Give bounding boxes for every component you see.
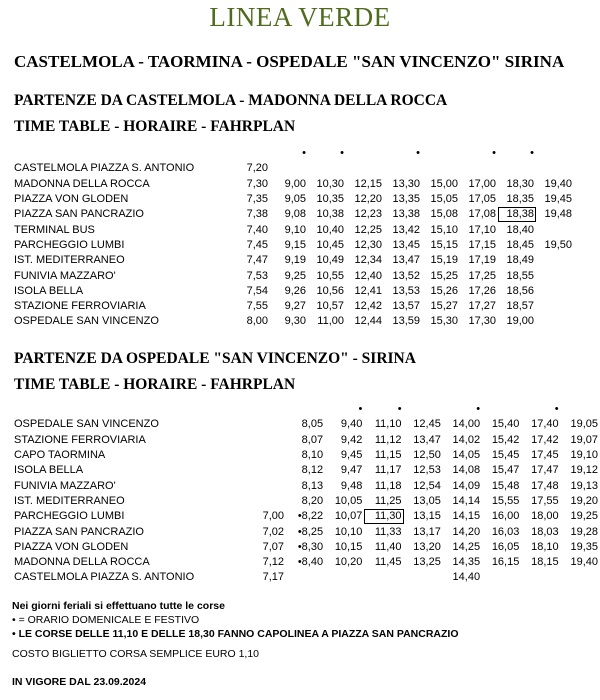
departure-time: 11,40: [374, 540, 402, 553]
departure-time: 11,00: [317, 315, 344, 328]
departure-time: 7,17: [262, 571, 284, 584]
stop-name: PIAZZA VON GLODEN: [14, 193, 129, 206]
departure-time: 15,05: [430, 193, 458, 206]
departure-time: 15,45: [491, 449, 520, 462]
departure-time: 9,00: [284, 177, 306, 190]
departure-time: 13,30: [392, 177, 420, 190]
departure-time: 7,30: [246, 177, 268, 190]
departure-time: 15,10: [430, 223, 458, 236]
section1-heading: PARTENZE DA CASTELMOLA - MADONNA DELLA ROCCA: [14, 92, 448, 109]
stop-name: STAZIONE FERROVIARIA: [14, 300, 146, 313]
departure-time: 9,25: [284, 269, 306, 282]
departure-time: 18,30: [506, 177, 534, 190]
departure-time: •8,22: [297, 510, 324, 523]
departure-time: 15,48: [491, 479, 520, 492]
departure-time: 9,08: [284, 208, 306, 221]
departure-time: 13,47: [392, 254, 420, 267]
departure-time: 18,56: [506, 284, 534, 297]
departure-time: 14,35: [452, 556, 481, 569]
departure-time: 11,10: [374, 418, 402, 431]
departure-time: 10,49: [316, 254, 344, 267]
departure-time: 9,15: [284, 238, 306, 251]
table-row: [12, 524, 600, 539]
departure-time: [536, 284, 574, 299]
departure-time: 19,25: [570, 510, 598, 523]
departure-time: 14,00: [452, 418, 481, 431]
departure-time: 17,15: [468, 238, 496, 251]
departure-time: 8,07: [301, 433, 324, 446]
departure-time: [384, 161, 422, 176]
departure-time: 19,48: [544, 208, 572, 221]
table-row: [12, 494, 600, 509]
departure-time: 13,45: [392, 238, 420, 251]
departure-time: 12,23: [354, 208, 382, 221]
departure-time: 17,19: [468, 254, 496, 267]
table-row: [12, 299, 574, 314]
departure-time: 9,05: [284, 193, 306, 206]
departure-time: 9,42: [340, 433, 363, 446]
departure-time: 10,07: [334, 510, 363, 523]
departure-time: 17,47: [531, 464, 559, 477]
departure-time: 10,05: [334, 494, 363, 507]
departure-time: 17,42: [531, 433, 559, 446]
sunday-marker: •: [530, 147, 534, 160]
table-row: [12, 570, 600, 585]
departure-time: [536, 268, 574, 283]
departure-time: 11,12: [374, 433, 402, 446]
departure-time: 7,38: [246, 208, 268, 221]
departure-time: •8,25: [297, 525, 324, 538]
departure-time: 17,40: [531, 418, 559, 431]
departure-time: 12,42: [354, 300, 382, 313]
table-row: [12, 540, 600, 555]
table-row: [12, 417, 600, 432]
sunday-marker-row: [12, 146, 574, 161]
section2-heading: PARTENZE DA OSPEDALE "SAN VINCENZO" - SIRINA: [14, 350, 416, 367]
departure-time: 12,34: [354, 254, 382, 267]
departure-time: 13,57: [392, 300, 420, 313]
stop-name: PIAZZA VON GLODEN: [14, 540, 129, 553]
departure-time: 17,10: [468, 223, 496, 236]
departure-time: 15,42: [491, 433, 520, 446]
departure-time: 17,05: [468, 193, 496, 206]
stop-name: PIAZZA SAN PANCRAZIO: [14, 208, 144, 221]
departure-time: 10,55: [316, 269, 344, 282]
departure-time: 12,40: [354, 269, 382, 282]
departure-time: 17,00: [468, 177, 496, 190]
departure-time: 7,00: [262, 510, 284, 523]
departure-time: 15,15: [430, 238, 458, 251]
stop-name: OSPEDALE SAN VINCENZO: [14, 315, 159, 328]
departure-time: 19,28: [570, 525, 598, 538]
departure-time: 17,45: [531, 449, 559, 462]
departure-time: 17,55: [531, 494, 559, 507]
departure-time: 19,05: [570, 418, 598, 431]
sunday-marker: •: [302, 147, 306, 160]
stop-name: OSPEDALE SAN VINCENZO: [14, 418, 159, 431]
sunday-marker: [404, 402, 443, 417]
departure-time: •8,30: [297, 540, 324, 553]
departure-time: 11,45: [374, 556, 402, 569]
stop-name: ISOLA BELLA: [14, 464, 84, 477]
stop-name: CASTELMOLA PIAZZA S. ANTONIO: [14, 162, 195, 175]
table-row: [12, 478, 600, 493]
departure-time: [308, 161, 346, 176]
departure-time: 11,30: [364, 509, 403, 524]
sunday-marker: [561, 402, 600, 417]
sunday-marker: •: [340, 147, 344, 160]
departure-time: 18,38: [498, 207, 536, 222]
departure-time: 19,12: [570, 464, 598, 477]
departure-time: [346, 161, 384, 176]
stop-name: MADONNA DELLA ROCCA: [14, 177, 150, 190]
departure-time: 9,40: [340, 418, 363, 431]
table-row: [12, 161, 574, 176]
departure-time: 8,20: [301, 494, 324, 507]
departure-time: 7,12: [262, 556, 284, 569]
departure-time: 9,10: [284, 223, 306, 236]
departure-time: 18,00: [531, 510, 559, 523]
sunday-marker: [422, 146, 460, 161]
departure-time: 18,45: [506, 238, 534, 251]
departure-time: 12,25: [354, 223, 382, 236]
departure-time: 15,19: [430, 254, 458, 267]
table-row: [12, 509, 600, 524]
departure-time: 13,53: [392, 284, 420, 297]
departure-time: 7,55: [246, 300, 268, 313]
timetable-castelmola: [12, 146, 574, 330]
table-row: [12, 238, 574, 253]
timetable-ospedale: [12, 402, 600, 586]
stop-name: ISOLA BELLA: [14, 284, 84, 297]
departure-time: [364, 570, 403, 585]
departure-time: 7,35: [246, 193, 268, 206]
table-row: [12, 314, 574, 329]
departure-time: 11,17: [374, 464, 402, 477]
departure-time: •8,40: [297, 556, 324, 569]
sunday-marker: •: [358, 403, 363, 416]
departure-time: 14,14: [452, 494, 481, 507]
empty-cell: [12, 402, 256, 417]
departure-time: [256, 417, 286, 432]
departure-time: 17,27: [468, 300, 496, 313]
departure-time: 19,13: [570, 479, 598, 492]
departure-time: 16,05: [491, 540, 520, 553]
departure-time: 12,50: [413, 449, 441, 462]
departure-time: 14,25: [452, 540, 481, 553]
departure-time: 10,56: [316, 284, 344, 297]
departure-time: [422, 161, 460, 176]
table-row: [12, 192, 574, 207]
departure-time: 18,03: [531, 525, 559, 538]
departure-time: 14,15: [452, 510, 481, 523]
departure-time: 17,08: [468, 208, 496, 221]
departure-time: 12,53: [413, 464, 441, 477]
table-row: [12, 433, 600, 448]
departure-time: 19,35: [570, 540, 598, 553]
departure-time: 15,47: [491, 464, 520, 477]
departure-time: 14,08: [452, 464, 481, 477]
departure-time: 10,30: [316, 177, 344, 190]
note-legend: • = ORARIO DOMENICALE E FESTIVO: [12, 614, 200, 626]
departure-time: 15,27: [430, 300, 458, 313]
sunday-marker: •: [492, 147, 496, 160]
departure-time: 12,20: [354, 193, 382, 206]
departure-time: 19,10: [570, 449, 598, 462]
departure-time: 18,55: [506, 269, 534, 282]
departure-time: 16,15: [491, 556, 520, 569]
departure-time: 7,54: [246, 284, 268, 297]
stop-name: CAPO TAORMINA: [14, 449, 106, 462]
departure-time: 8,00: [246, 315, 268, 328]
departure-time: [498, 161, 536, 176]
departure-time: 13,25: [413, 556, 441, 569]
departure-time: [561, 570, 600, 585]
departure-time: 7,07: [262, 540, 284, 553]
departure-time: 18,49: [506, 254, 534, 267]
departure-time: 12,45: [413, 418, 441, 431]
departure-time: 17,48: [531, 479, 559, 492]
departure-time: [256, 448, 286, 463]
departure-time: 7,47: [246, 254, 268, 267]
sunday-marker: [256, 402, 286, 417]
sunday-marker: [286, 402, 325, 417]
departure-time: 13,52: [392, 269, 420, 282]
stop-name: IST. MEDITERRANEO: [14, 494, 125, 507]
note-weekdays: Nei giorni feriali si effettuano tutte le corse: [12, 600, 225, 612]
departure-time: 14,09: [452, 479, 481, 492]
departure-time: 12,44: [354, 315, 382, 328]
stop-name: IST. MEDITERRANEO: [14, 254, 125, 267]
departure-time: 13,47: [413, 433, 441, 446]
stop-name: STAZIONE FERROVIARIA: [14, 433, 146, 446]
departure-time: 7,40: [246, 223, 268, 236]
departure-time: 7,45: [246, 238, 268, 251]
departure-time: 14,02: [452, 433, 481, 446]
sunday-marker: [346, 146, 384, 161]
section1-timetable-label: TIME TABLE - HORAIRE - FAHRPLAN: [14, 118, 296, 135]
departure-time: 7,20: [246, 162, 268, 175]
departure-time: 10,57: [316, 300, 344, 313]
departure-time: [482, 570, 521, 585]
departure-time: [256, 478, 286, 493]
departure-time: 18,57: [506, 300, 534, 313]
departure-time: 15,25: [430, 269, 458, 282]
departure-time: 15,00: [430, 177, 458, 190]
departure-time: 13,35: [392, 193, 420, 206]
departure-time: 7,53: [246, 269, 268, 282]
table-row: [12, 284, 574, 299]
table-row: [12, 253, 574, 268]
departure-time: [286, 570, 325, 585]
departure-time: [536, 161, 574, 176]
departure-time: 13,05: [413, 494, 441, 507]
sunday-marker-row: [12, 402, 600, 417]
departure-time: [270, 161, 308, 176]
table-row: [12, 268, 574, 283]
departure-time: [536, 299, 574, 314]
departure-time: 19,20: [570, 494, 598, 507]
sunday-marker: •: [416, 147, 420, 160]
departure-time: 16,00: [491, 510, 520, 523]
table-row: [12, 448, 600, 463]
departure-time: [460, 161, 498, 176]
departure-time: 9,47: [340, 464, 363, 477]
departure-time: [536, 253, 574, 268]
departure-time: 9,19: [284, 254, 306, 267]
departure-time: 15,30: [430, 315, 458, 328]
departure-time: 8,12: [301, 464, 324, 477]
departure-time: 15,40: [491, 418, 520, 431]
departure-time: 10,15: [334, 540, 363, 553]
departure-time: [256, 463, 286, 478]
departure-time: 9,48: [340, 479, 363, 492]
departure-time: 8,10: [301, 449, 324, 462]
table-row: [12, 222, 574, 237]
departure-time: 19,50: [544, 238, 572, 251]
table-row: [12, 177, 574, 192]
departure-time: 15,08: [430, 208, 458, 221]
departure-time: 10,40: [316, 223, 344, 236]
stop-name: FUNIVIA MAZZARO': [14, 269, 116, 282]
departure-time: 9,27: [284, 300, 306, 313]
departure-time: 19,40: [544, 177, 572, 190]
page-title: LINEA VERDE: [209, 2, 391, 32]
sunday-marker: •: [554, 403, 559, 416]
departure-time: [404, 570, 443, 585]
sunday-marker: [536, 146, 574, 161]
departure-time: [256, 494, 286, 509]
departure-time: 10,45: [316, 238, 344, 251]
note-terminus: • LE CORSE DELLE 11,10 E DELLE 18,30 FANNO CAPOLINEA A PIAZZA SAN PANCRAZIO: [12, 628, 459, 640]
stop-name: CASTELMOLA PIAZZA S. ANTONIO: [14, 571, 195, 584]
departure-time: 15,55: [491, 494, 520, 507]
departure-time: 19,07: [570, 433, 598, 446]
route-title: CASTELMOLA - TAORMINA - OSPEDALE "SAN VINCENZO" SIRINA: [14, 52, 565, 71]
departure-time: 12,30: [354, 238, 382, 251]
departure-time: 11,25: [374, 494, 402, 507]
departure-time: 9,30: [284, 315, 306, 328]
table-row: [12, 555, 600, 570]
table-row: [12, 463, 600, 478]
departure-time: 19,45: [544, 193, 572, 206]
departure-time: 13,17: [413, 525, 441, 538]
departure-time: 7,02: [262, 525, 284, 538]
departure-time: 10,38: [316, 208, 344, 221]
departure-time: 17,30: [468, 315, 496, 328]
empty-cell: [12, 146, 238, 161]
stop-name: MADONNA DELLA ROCCA: [14, 556, 150, 569]
sunday-marker: •: [397, 403, 402, 416]
departure-time: 14,40: [452, 571, 481, 584]
departure-time: 13,59: [392, 315, 420, 328]
departure-time: [521, 570, 560, 585]
departure-time: 18,40: [506, 223, 534, 236]
departure-time: 13,20: [413, 540, 441, 553]
note-valid-from: IN VIGORE DAL 23.09.2024: [12, 676, 147, 688]
departure-time: 18,35: [506, 193, 534, 206]
sunday-marker: [482, 402, 521, 417]
departure-time: 16,03: [491, 525, 520, 538]
departure-time: 13,15: [413, 510, 441, 523]
departure-time: 9,26: [284, 284, 306, 297]
departure-time: [536, 314, 574, 329]
departure-time: 10,10: [334, 525, 363, 538]
departure-time: 13,42: [392, 223, 420, 236]
departure-time: 12,54: [413, 479, 441, 492]
departure-time: [256, 433, 286, 448]
departure-time: 8,13: [301, 479, 324, 492]
section2-timetable-label: TIME TABLE - HORAIRE - FAHRPLAN: [14, 376, 296, 393]
departure-time: [325, 570, 364, 585]
sunday-marker: [238, 146, 270, 161]
stop-name: PARCHEGGIO LUMBI: [14, 510, 125, 523]
sunday-marker: •: [476, 403, 481, 416]
departure-time: 18,15: [531, 556, 559, 569]
departure-time: 8,05: [301, 418, 324, 431]
departure-time: 19,00: [506, 315, 534, 328]
departure-time: 12,15: [354, 177, 382, 190]
stop-name: PARCHEGGIO LUMBI: [14, 238, 125, 251]
departure-time: 11,33: [374, 525, 402, 538]
departure-time: 18,10: [531, 540, 559, 553]
departure-time: 14,20: [452, 525, 481, 538]
stop-name: PIAZZA SAN PANCRAZIO: [14, 525, 144, 538]
departure-time: 19,40: [570, 556, 598, 569]
stop-name: FUNIVIA MAZZARO': [14, 479, 116, 492]
note-fare: COSTO BIGLIETTO CORSA SEMPLICE EURO 1,10: [12, 648, 260, 660]
departure-time: [536, 222, 574, 237]
departure-time: 15,26: [430, 284, 458, 297]
departure-time: 11,15: [374, 449, 402, 462]
departure-time: 13,38: [392, 208, 420, 221]
departure-time: 14,05: [452, 449, 481, 462]
departure-time: 10,35: [316, 193, 344, 206]
departure-time: 9,45: [340, 449, 363, 462]
departure-time: 17,25: [468, 269, 496, 282]
stop-name: TERMINAL BUS: [14, 223, 95, 236]
departure-time: 17,26: [468, 284, 496, 297]
table-row: [12, 207, 574, 222]
departure-time: 12,41: [354, 284, 382, 297]
departure-time: 11,18: [374, 479, 402, 492]
departure-time: 10,20: [334, 556, 363, 569]
